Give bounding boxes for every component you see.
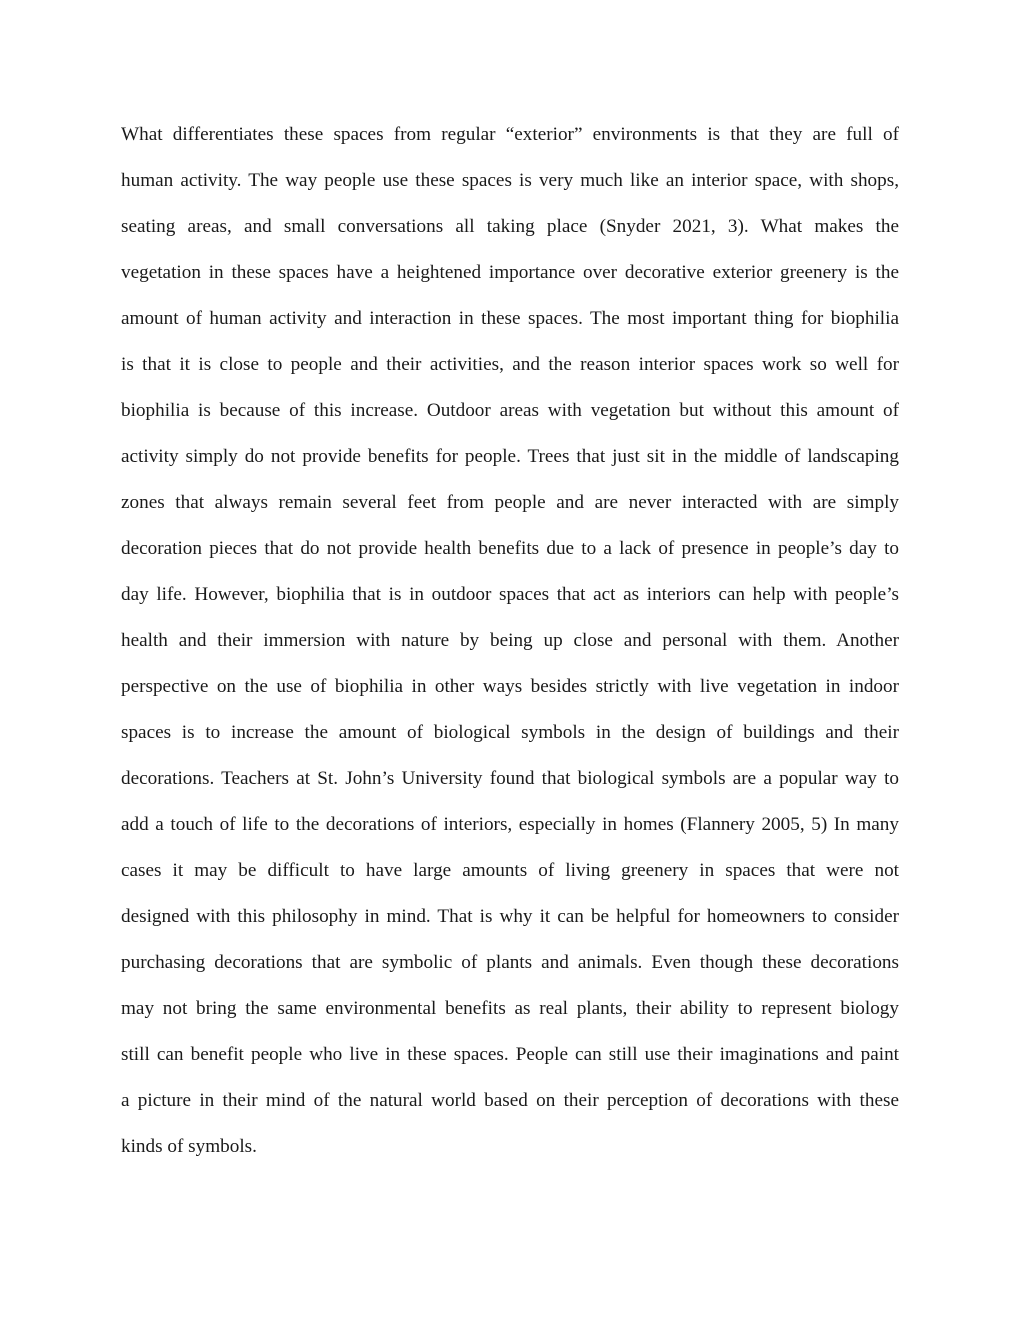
paragraph-line: biophilia is because of this increase. Outdoor areas with vegetation but without this amount of bbox=[121, 400, 899, 421]
paragraph-line: amount of human activity and interaction in these spaces. The most important thing for biophilia bbox=[121, 308, 899, 329]
paragraph-line: still can benefit people who live in these spaces. People can still use their imaginations and paint bbox=[121, 1044, 899, 1065]
paragraph-line: a picture in their mind of the natural world based on their perception of decorations with these bbox=[121, 1090, 899, 1111]
paragraph-line: is that it is close to people and their activities, and the reason interior spaces work so well for bbox=[121, 354, 899, 375]
paragraph-line: spaces is to increase the amount of biological symbols in the design of buildings and their bbox=[121, 722, 899, 743]
paragraph-line: add a touch of life to the decorations of interiors, especially in homes (Flannery 2005, 5) In many bbox=[121, 814, 899, 835]
paragraph-line: zones that always remain several feet from people and are never interacted with are simply bbox=[121, 492, 899, 513]
paragraph-line: perspective on the use of biophilia in other ways besides strictly with live vegetation in indoor bbox=[121, 676, 899, 697]
paragraph-line: seating areas, and small conversations all taking place (Snyder 2021, 3). What makes the bbox=[121, 216, 899, 237]
paragraph-line: What differentiates these spaces from regular “exterior” environments is that they are full of bbox=[121, 124, 899, 145]
paragraph-line: health and their immersion with nature by being up close and personal with them. Another bbox=[121, 630, 899, 651]
paragraph-line: vegetation in these spaces have a heightened importance over decorative exterior greenery is the bbox=[121, 262, 899, 283]
body-paragraph bbox=[121, 112, 899, 1170]
paragraph-line: may not bring the same environmental benefits as real plants, their ability to represent biology bbox=[121, 998, 899, 1019]
paragraph-line: activity simply do not provide benefits for people. Trees that just sit in the middle of landscaping bbox=[121, 446, 899, 467]
paragraph-line: cases it may be difficult to have large amounts of living greenery in spaces that were not bbox=[121, 860, 899, 881]
paragraph-last-line: kinds of symbols. bbox=[121, 1136, 257, 1157]
paragraph-line: human activity. The way people use these spaces is very much like an interior space, with shops, bbox=[121, 170, 899, 191]
paragraph-line: decoration pieces that do not provide health benefits due to a lack of presence in people’s day to bbox=[121, 538, 899, 559]
paragraph-line: designed with this philosophy in mind. That is why it can be helpful for homeowners to consider bbox=[121, 906, 899, 927]
paragraph-line: decorations. Teachers at St. John’s University found that biological symbols are a popular way to bbox=[121, 768, 899, 789]
paragraph-line: purchasing decorations that are symbolic of plants and animals. Even though these decorations bbox=[121, 952, 899, 973]
paragraph-line: day life. However, biophilia that is in outdoor spaces that act as interiors can help with people’s bbox=[121, 584, 899, 605]
